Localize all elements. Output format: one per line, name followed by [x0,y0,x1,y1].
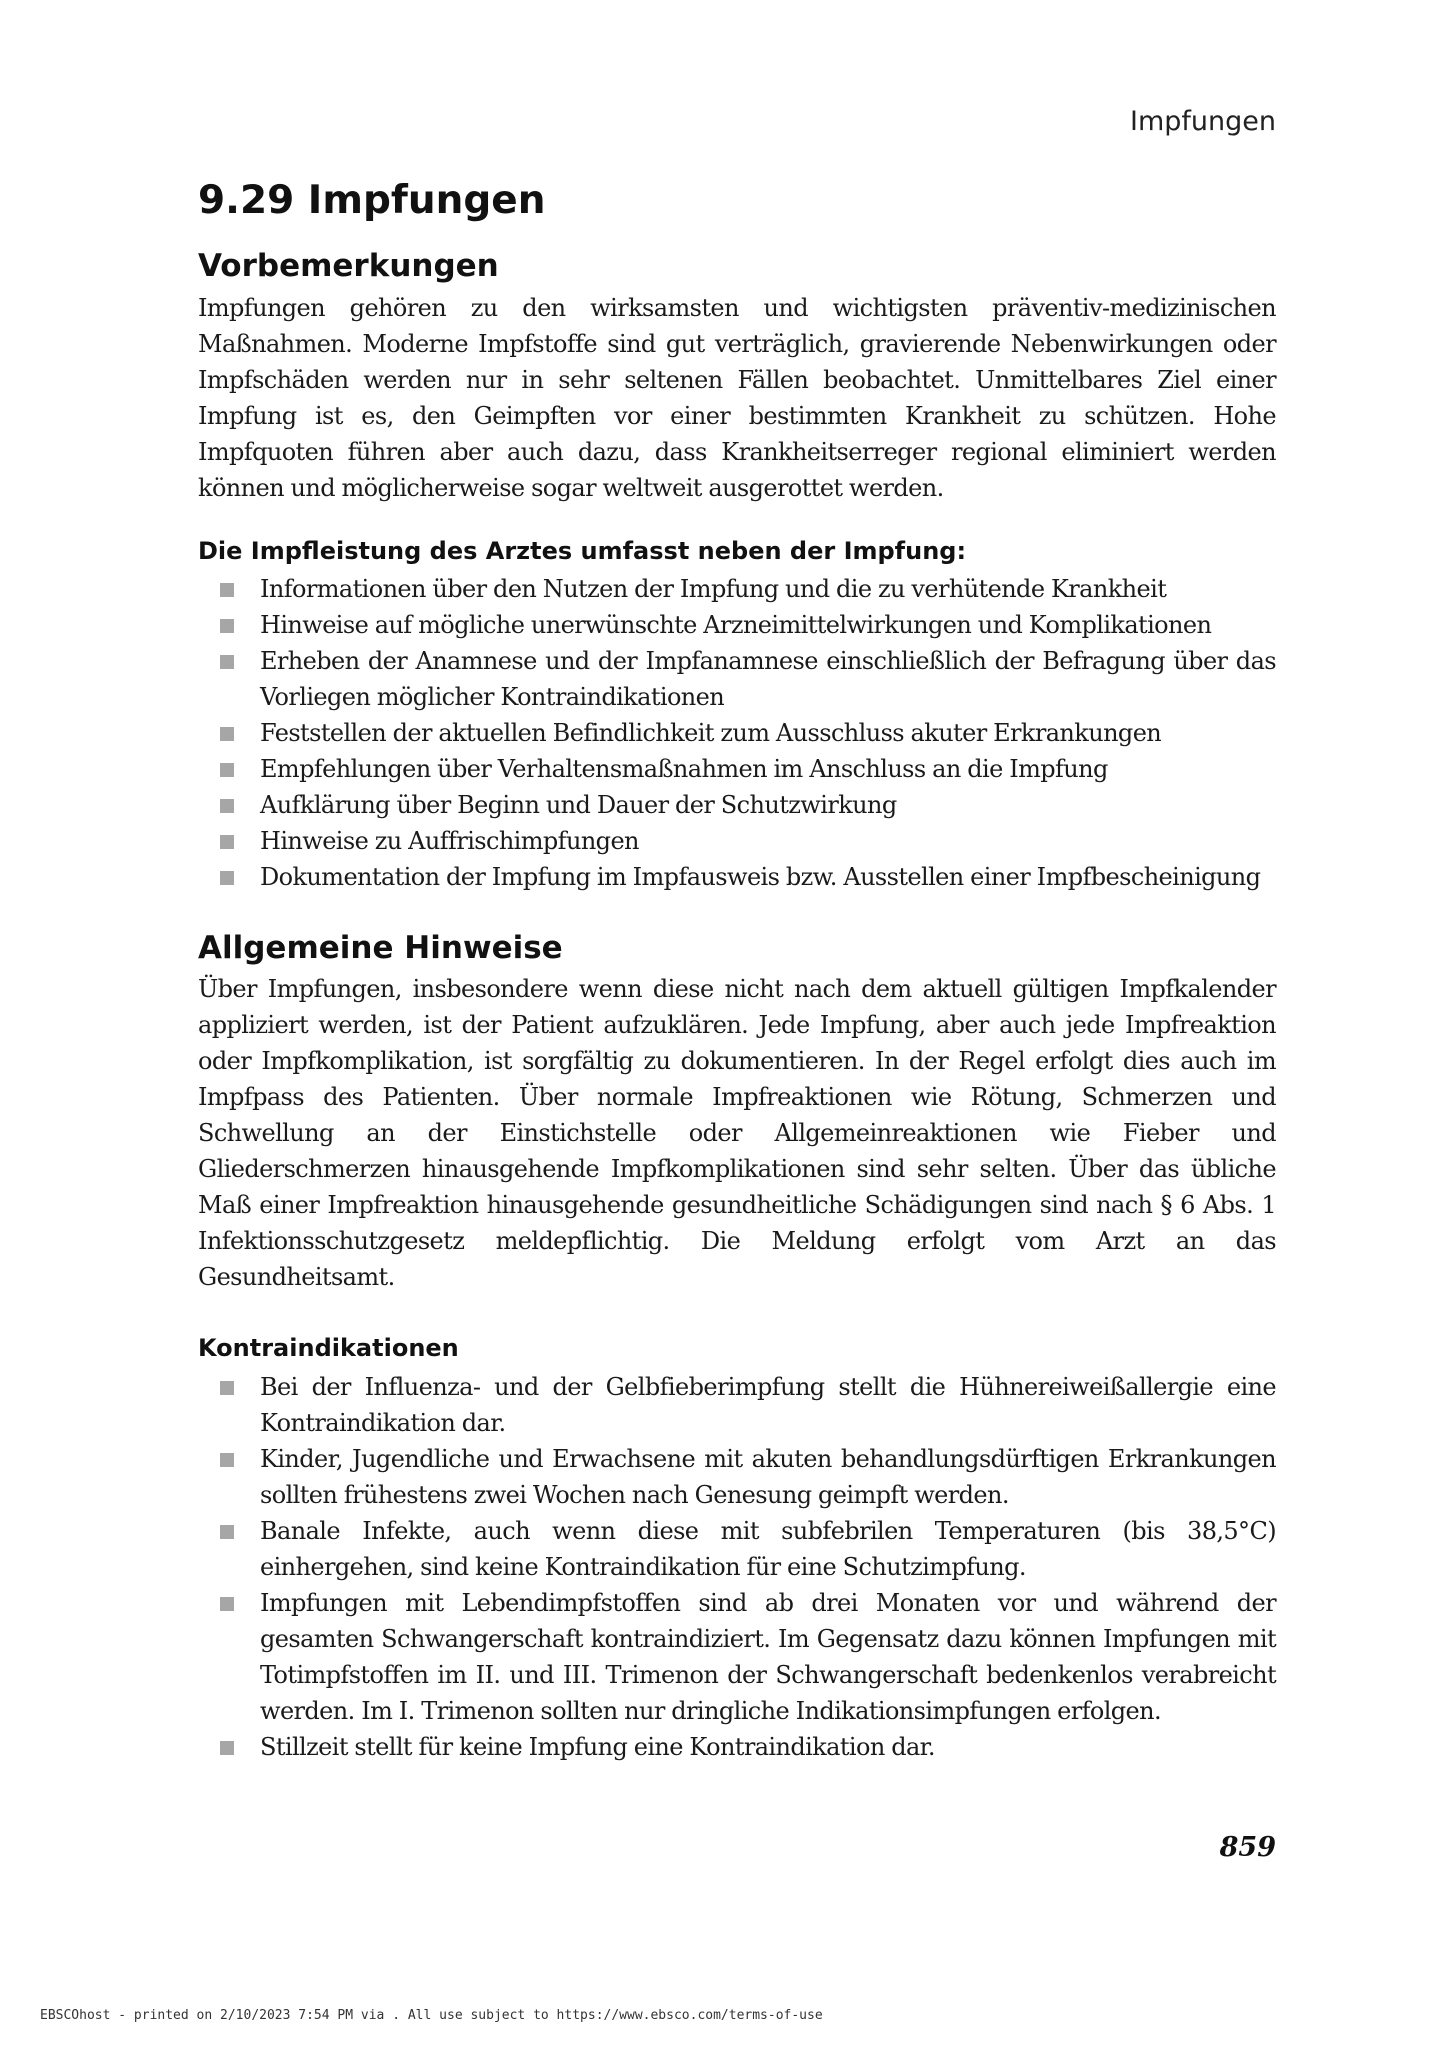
square-bullet-icon [220,1381,234,1395]
list-item-text: Banale Infekte, auch wenn diese mit subfebrilen Temperaturen (bis 38,5°C) einhergehen, sind keine Kontraindikation für eine Schutzimpfung. [260,1516,1276,1581]
list-item-text: Empfehlungen über Verhaltensmaßnahmen im Anschluss an die Impfung [260,754,1108,783]
running-head: Impfungen [1130,106,1276,137]
list-item [260,1585,1276,1729]
list-item-text: Informationen über den Nutzen der Impfung und die zu verhütende Krankheit [260,574,1167,603]
list-item-text: Feststellen der aktuellen Befindlichkeit zum Ausschluss akuter Erkrankungen [260,718,1162,747]
intro-paragraph: Impfungen gehören zu den wirksamsten und wichtigsten präventiv-medizinischen Maßnahmen. Moderne Impfstoffe sind gut verträglich, gravierende Nebenwirkungen oder Impfschäden werden nur in sehr seltenen Fällen beobachtet. Unmittelbares Ziel einer Impfung ist es, den Geimpften vor einer bestimmten Krankheit zu schützen. Hohe Impfquoten führen aber auch dazu, dass Krankheitserreger regional eliminiert werden können und möglicherweise sogar weltweit ausgerottet werden. [198,293,1276,502]
square-bullet-icon [220,583,234,597]
list-item [260,1729,1276,1765]
square-bullet-icon [220,655,234,669]
square-bullet-icon [220,871,234,885]
footer-note: EBSCOhost - printed on 2/10/2023 7:54 PM via . All use subject to https://www.ebsco.com/terms-of-use [40,2008,823,2023]
list-item [260,1441,1276,1513]
list-item [260,607,1276,643]
impfleistung-list [198,571,1276,895]
square-bullet-icon [220,619,234,633]
section-heading-vorbemerkungen: Vorbemerkungen [198,247,499,284]
list-item [260,571,1276,607]
list-item [260,787,1276,823]
page-number: 859 [1219,1832,1276,1863]
section-heading-allgemeine-hinweise: Allgemeine Hinweise [198,929,563,966]
list-item [260,1513,1276,1585]
list-item-text: Hinweise auf mögliche unerwünschte Arzneimittelwirkungen und Komplikationen [260,610,1212,639]
list-item [260,751,1276,787]
square-bullet-icon [220,799,234,813]
list-item [260,1369,1276,1441]
square-bullet-icon [220,1453,234,1467]
list-item-text: Aufklärung über Beginn und Dauer der Schutzwirkung [260,790,897,819]
list-item [260,859,1276,895]
square-bullet-icon [220,835,234,849]
list-item [260,715,1276,751]
list-item-text: Impfungen mit Lebendimpfstoffen sind ab drei Monaten vor und während der gesamten Schwangerschaft kontraindiziert. Im Gegensatz dazu können Impfungen mit Totimpfstoffen im II. und III. Trimenon der Schwangerschaft bedenkenlos verabreicht werden. Im I. Trimenon sollten nur dringliche Indikationsimpfungen erfolgen. [260,1588,1276,1725]
square-bullet-icon [220,1741,234,1755]
chapter-title: 9.29 Impfungen [198,178,546,223]
list-item-text: Hinweise zu Auffrischimpfungen [260,826,639,855]
square-bullet-icon [220,1525,234,1539]
list-item [260,823,1276,859]
list-item-text: Bei der Influenza- und der Gelbfieberimpfung stellt die Hühnereiweißallergie eine Kontraindikation dar. [260,1372,1276,1437]
list-item-text: Dokumentation der Impfung im Impfausweis bzw. Ausstellen einer Impfbescheinigung [260,862,1261,891]
list-item [260,643,1276,715]
list-heading-impfleistung: Die Impfleistung des Arztes umfasst neben der Impfung: [198,536,967,565]
hinweise-paragraph: Über Impfungen, insbesondere wenn diese nicht nach dem aktuell gültigen Impfkalender appliziert werden, ist der Patient aufzuklären. Jede Impfung, aber auch jede Impfreaktion oder Impfkomplikation, ist sorgfältig zu dokumentieren. In der Regel erfolgt dies auch im Impfpass des Patienten. Über normale Impfreaktionen wie Rötung, Schmerzen und Schwellung an der Einstichstelle oder Allgemeinreaktionen wie Fieber und Gliederschmerzen hinausgehende Impfkomplikationen sind sehr selten. Über das übliche Maß einer Impfreaktion hinausgehende gesundheitliche Schädigungen sind nach § 6 Abs. 1 Infektionsschutzgesetz meldepflichtig. Die Meldung erfolgt vom Arzt an das Gesundheitsamt. [198,975,1276,1292]
kontraindikationen-list [198,1369,1276,1765]
list-item-text: Kinder, Jugendliche und Erwachsene mit akuten behandlungsdürftigen Erkrankungen sollten frühestens zwei Wochen nach Genesung geimpft werden. [260,1444,1276,1509]
list-item-text: Erheben der Anamnese und der Impfanamnese einschließlich der Befragung über das Vorliegen möglicher Kontraindikationen [260,646,1276,711]
square-bullet-icon [220,763,234,777]
subheading-kontraindikationen: Kontraindikationen [198,1334,459,1363]
square-bullet-icon [220,727,234,741]
square-bullet-icon [220,1597,234,1611]
list-item-text: Stillzeit stellt für keine Impfung eine Kontraindikation dar. [260,1732,935,1761]
page-content [198,178,1276,1765]
